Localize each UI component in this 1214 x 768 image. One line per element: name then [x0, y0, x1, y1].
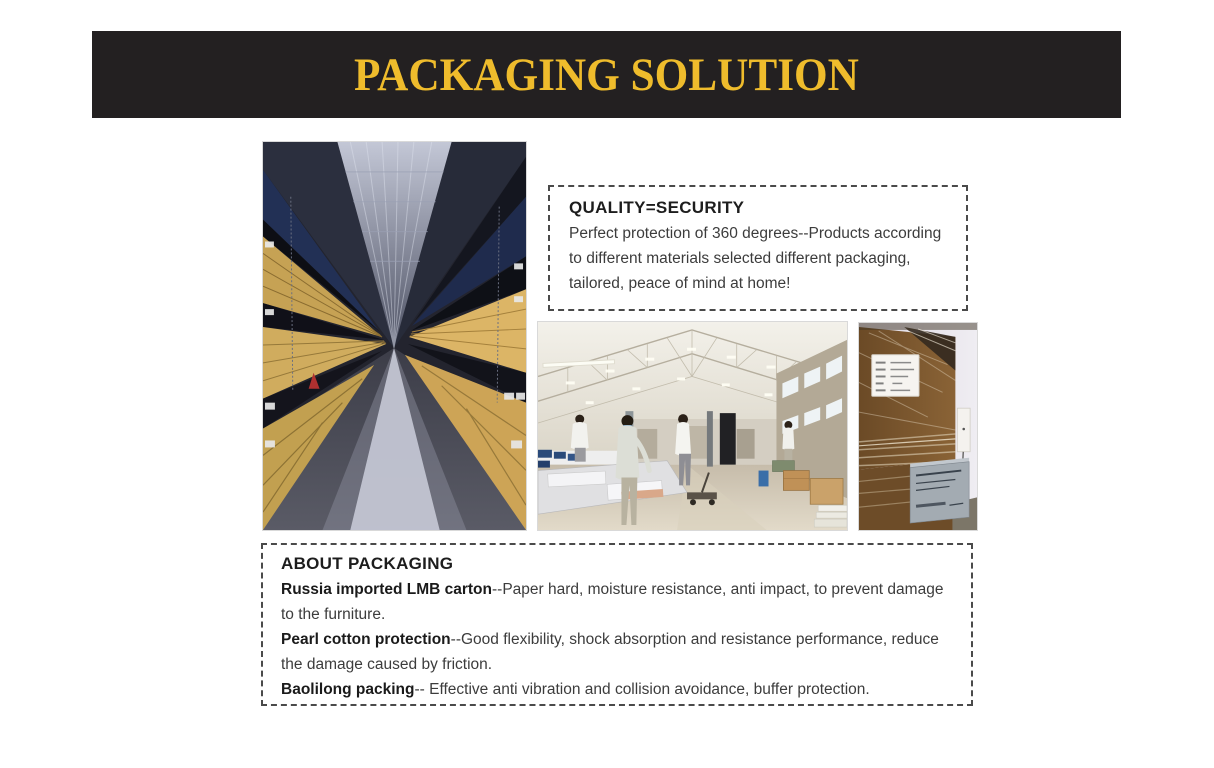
- warehouse-aisle-illustration: [263, 142, 526, 530]
- packaging-item-baolilong: [281, 677, 953, 702]
- packaging-item-pearl-cotton: [281, 627, 953, 677]
- factory-floor-illustration: [538, 322, 847, 530]
- packaging-item-carton: [281, 577, 953, 627]
- section-title: PACKAGING SOLUTION: [354, 48, 859, 101]
- packaging-item-text: --Good flexibility, shock absorption and resistance performance, reduce the damage caused by friction.: [281, 631, 939, 673]
- about-packaging-heading: ABOUT PACKAGING: [281, 554, 454, 573]
- quality-security-text: Perfect protection of 360 degrees--Products according to different materials selected different packaging, tailored, peace of mind at home!: [569, 225, 942, 292]
- packaging-item-label: Pearl cotton protection: [281, 631, 451, 648]
- quality-security-box: [548, 185, 968, 311]
- factory-floor-photo: [537, 321, 848, 531]
- packaging-item-text: -- Effective anti vibration and collision avoidance, buffer protection.: [414, 681, 870, 698]
- packaging-item-text: --Paper hard, moisture resistance, anti impact, to prevent damage to the furniture.: [281, 581, 944, 623]
- wrapped-carton-photo: [858, 322, 978, 531]
- quality-security-heading: QUALITY=SECURITY: [569, 198, 745, 217]
- packaging-item-label: Baolilong packing: [281, 681, 415, 698]
- wrapped-carton-illustration: [859, 323, 977, 530]
- packaging-item-label: Russia imported LMB carton: [281, 581, 492, 598]
- warehouse-aisle-photo: [262, 141, 527, 531]
- about-packaging-box: [261, 543, 973, 706]
- section-header-bar: [92, 31, 1121, 118]
